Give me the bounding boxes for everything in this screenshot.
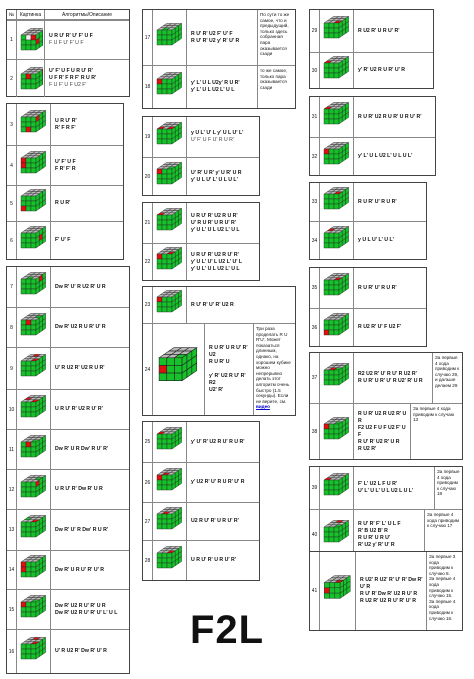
cube-image xyxy=(320,222,354,259)
cube-image xyxy=(17,222,51,259)
case-20 xyxy=(143,157,259,195)
cube-image xyxy=(17,430,51,469)
cube-image xyxy=(320,138,354,175)
note: За первые 4 хода приводим к случаю 29, и дальше делаем 29 xyxy=(432,353,462,403)
case-34 xyxy=(310,221,426,259)
case-number: 18 xyxy=(143,66,153,108)
cube-diagram xyxy=(324,363,349,385)
case-number: 40 xyxy=(310,510,320,560)
case-35 xyxy=(310,268,426,308)
algorithm: U R U' R' U2 R U' R' xyxy=(55,406,103,412)
algorithm-alt: y' R' U2 R U' R' R2 U2' R' xyxy=(209,373,246,393)
algorithm: U R U' R' U2 R U R' U' R U R' U R U' R' y' U L' U L U2 L' U L xyxy=(191,212,240,233)
cube-image xyxy=(17,630,51,673)
cube-diagram xyxy=(159,347,197,380)
cube-image xyxy=(153,66,187,108)
algorithm: y' R' U2 R U R' U' R xyxy=(358,67,406,73)
cube-image xyxy=(320,467,354,509)
case-number: 24 xyxy=(143,324,153,415)
cube-diagram xyxy=(324,16,349,38)
case-4 xyxy=(7,145,123,185)
cube-diagram xyxy=(324,142,349,164)
case-number: 32 xyxy=(310,138,320,175)
algorithm: U' R' U R' y' U R' U R y' U L U' L' U L U L' xyxy=(191,169,242,183)
note: За первые 4 хода приводим к случаю 18 xyxy=(434,467,462,509)
cube-diagram xyxy=(21,395,46,417)
algorithm: U' R U2 R' U2 R U R' xyxy=(55,365,105,371)
case-number: 27 xyxy=(143,503,153,540)
case-36 xyxy=(310,308,426,346)
cube-diagram xyxy=(157,290,182,312)
case-14 xyxy=(7,550,129,589)
case-number: 22 xyxy=(143,244,153,280)
cube-image xyxy=(153,287,187,323)
case-number: 4 xyxy=(7,146,17,185)
cube-diagram xyxy=(157,427,182,449)
cube-image xyxy=(320,183,354,221)
cube-diagram xyxy=(21,28,43,50)
algorithm: y U L U' L' U L' xyxy=(358,237,394,243)
cube-diagram xyxy=(21,226,46,248)
note: По сути то же самое, что и предыдущий, только здесь собранная пара оказывается сзади xyxy=(257,10,295,65)
cube-diagram xyxy=(21,67,43,89)
case-number: 25 xyxy=(143,422,153,462)
case-number: 17 xyxy=(143,10,153,65)
cube-image xyxy=(320,309,354,346)
cube-diagram xyxy=(21,354,46,376)
case-number: 9 xyxy=(7,348,17,389)
case-33 xyxy=(310,183,426,221)
case-28 xyxy=(143,540,259,580)
case-number: 28 xyxy=(143,541,153,580)
cube-image xyxy=(17,390,51,429)
cube-diagram xyxy=(157,546,182,568)
case-31 xyxy=(310,97,435,137)
panel-cases-37-38 xyxy=(309,352,463,460)
case-number: 35 xyxy=(310,268,320,308)
panel-cases-3-6 xyxy=(6,103,124,260)
cube-image xyxy=(17,590,51,629)
algorithm: Dw R' U R U' R' U' R xyxy=(55,566,105,573)
algorithm: U R U' R' U2 R U' R' y' U L' U' L U2 L' U' L y' U L' U L U2 L' U L xyxy=(191,251,243,272)
table-header xyxy=(7,10,129,20)
case-number: 16 xyxy=(7,630,17,673)
cube-diagram xyxy=(324,56,349,78)
panel-case-41 xyxy=(309,551,463,631)
note: то же самое, только пара оказывается сзади xyxy=(257,66,295,108)
cube-diagram xyxy=(157,468,182,490)
algorithm: U R U' R' Dw R' U R xyxy=(55,486,103,492)
cube-image xyxy=(17,104,51,145)
algorithm: R U R' U' R U R' xyxy=(358,284,397,291)
cube-image xyxy=(17,470,51,509)
case-number: 23 xyxy=(143,287,153,323)
case-11 xyxy=(7,429,129,469)
case-6 xyxy=(7,221,123,259)
case-number: 11 xyxy=(7,430,17,469)
case-number: 38 xyxy=(310,404,320,459)
cube-image xyxy=(17,308,51,347)
cube-image xyxy=(153,244,187,280)
cube-diagram xyxy=(21,595,46,617)
case-12 xyxy=(7,469,129,509)
cube-image xyxy=(320,10,354,52)
case-number: 41 xyxy=(310,552,320,630)
cube-image xyxy=(153,117,187,157)
cube-diagram xyxy=(324,473,349,495)
case-37 xyxy=(310,353,462,403)
case-number: 8 xyxy=(7,308,17,347)
panel-cases-33-34 xyxy=(309,182,427,260)
cube-image xyxy=(153,503,187,540)
cube-image xyxy=(320,53,354,88)
cube-image xyxy=(153,463,187,502)
case-number: 2 xyxy=(7,60,17,97)
cube-diagram xyxy=(324,576,350,599)
case-26 xyxy=(143,462,259,502)
cube-image xyxy=(17,348,51,389)
cube-image xyxy=(153,541,187,580)
panel-cases-19-20 xyxy=(142,116,260,196)
page-title: F2L xyxy=(190,608,265,652)
case-number: 13 xyxy=(7,510,17,550)
cube-diagram xyxy=(324,102,349,124)
algorithm: y U L' U' L y' U L U' L' xyxy=(191,130,244,136)
panel-cases-39-40 xyxy=(309,466,463,561)
case-number: 39 xyxy=(310,467,320,509)
algorithm: R U2 R' U' F U2 F' xyxy=(358,324,402,330)
note: За первые 4 хода приводим к случаю 13 xyxy=(410,404,462,459)
algorithm: U R U' R' U' F' U F xyxy=(49,33,93,39)
algorithm: Dw R' U R Dw' R U' R' xyxy=(55,446,109,452)
header-alg: Алгоритмы/Описание xyxy=(61,11,113,18)
cube-image xyxy=(17,21,45,59)
cube-image xyxy=(17,510,51,550)
cube-diagram xyxy=(157,162,182,184)
algorithm: y' L' U L U2y' R U R' y' L' U L U2 L' U L xyxy=(191,80,240,93)
cube-diagram xyxy=(324,520,349,542)
cube-diagram xyxy=(157,72,182,94)
case-17 xyxy=(143,10,295,65)
panel-cases-1-2 xyxy=(6,9,130,97)
case-7 xyxy=(7,267,129,307)
case-number: 36 xyxy=(310,309,320,346)
algorithm: U R U' R' U R U' R' xyxy=(191,557,236,563)
cube-image xyxy=(17,60,45,97)
case-3 xyxy=(7,104,123,145)
cube-diagram xyxy=(21,555,46,577)
case-25 xyxy=(143,422,259,462)
algorithm: R U R' xyxy=(55,200,71,206)
cube-diagram xyxy=(324,226,349,248)
cube-image xyxy=(153,422,187,462)
cube-diagram xyxy=(324,417,349,439)
case-24 xyxy=(143,323,295,415)
case-29 xyxy=(310,10,433,52)
algorithm: y' L' U L U2 L' U L U L' xyxy=(358,153,413,159)
algorithm: R2 U2 R' U' R U' R U2 R' R U R' U R' U' R U2' R' U R xyxy=(358,371,423,384)
case-8 xyxy=(7,307,129,347)
algorithm-alt: F U F U' F' U F xyxy=(49,40,84,46)
case-39 xyxy=(310,467,462,509)
case-23 xyxy=(143,287,295,323)
panel-cases-7-16 xyxy=(6,266,130,674)
cube-diagram xyxy=(324,273,349,295)
algorithm: U' F' U F F R' F' R xyxy=(55,158,76,172)
algorithm: R U2 R' U R U' R' xyxy=(358,27,400,34)
cube-diagram xyxy=(21,435,46,457)
cube-diagram xyxy=(21,313,46,335)
algorithm: Dw R' U' R U2 R' U R xyxy=(55,283,106,290)
case-number: 6 xyxy=(7,222,17,259)
case-number: 5 xyxy=(7,186,17,221)
algorithm: R U' R' F' L' U L F R' B U2 B' R R U R' U R U' R' U2 y' R' U' R xyxy=(358,521,401,548)
cube-image xyxy=(153,158,187,195)
cube-image xyxy=(17,146,51,185)
case-number: 30 xyxy=(310,53,320,88)
cube-diagram xyxy=(324,313,349,335)
cube-diagram xyxy=(21,475,46,497)
cube-image xyxy=(17,267,51,307)
algorithm: R U R' U' R U R' xyxy=(358,198,397,205)
header-pic: Картинка xyxy=(17,10,45,19)
note: За первые 4 хода приводим к случаю 17 xyxy=(424,510,462,560)
case-number: 14 xyxy=(7,551,17,589)
cube-diagram xyxy=(324,187,349,209)
algorithm: y' U2 R' U' R U R' U' R xyxy=(191,479,245,485)
panel-cases-29-30 xyxy=(309,9,434,89)
case-41 xyxy=(310,552,462,630)
cube-image xyxy=(153,203,187,243)
cube-diagram xyxy=(21,637,46,659)
case-5 xyxy=(7,185,123,221)
cube-diagram xyxy=(157,208,182,230)
case-number: 7 xyxy=(7,267,17,307)
case-number: 33 xyxy=(310,183,320,221)
note: За первые 3 хода приводим к случаю 8. За первые 4 хода приводим к случаю 15. За первые 4 хода приводим к случаю 16. xyxy=(426,552,462,630)
algorithm-alt: F U F' U F U2 F' xyxy=(49,82,87,88)
algorithm: R U2' R U2' R' U' R' Dw R' U' R R U' R' Dw R' U2 R U' R R U2 R' U2 R U' R' U' R xyxy=(360,577,423,604)
case-number: 19 xyxy=(143,117,153,157)
algorithm: F' L' U2 L F U R' U' L' U L' U L U2 L U L' xyxy=(358,481,414,494)
case-21 xyxy=(143,203,259,243)
case-16 xyxy=(7,629,129,673)
case-number: 20 xyxy=(143,158,153,195)
panel-cases-31-32 xyxy=(309,96,436,176)
algorithm: R U' R' U' R' U2 R xyxy=(191,301,234,308)
case-number: 1 xyxy=(7,21,17,59)
case-13 xyxy=(7,509,129,550)
cube-image xyxy=(17,186,51,221)
algorithm: U' F' U F U R U' R' U F R' F R F' R U R' xyxy=(49,68,97,81)
case-number: 10 xyxy=(7,390,17,429)
case-number: 26 xyxy=(143,463,153,502)
video-link[interactable]: видео xyxy=(256,404,270,410)
cube-image xyxy=(320,404,354,459)
case-27 xyxy=(143,502,259,540)
algorithm: R U R' U2 R U2 R' U R F2 U2 F U F U2 F' U F R U' R' U2 R' U R R U2 R' xyxy=(358,410,407,452)
cube-diagram xyxy=(21,272,46,294)
algorithm: U2 R U' R' U R U' R' xyxy=(191,518,239,524)
cube-image xyxy=(153,10,187,65)
case-number: 29 xyxy=(310,10,320,52)
case-2 xyxy=(7,59,129,97)
case-number: 15 xyxy=(7,590,17,629)
header-num: № xyxy=(7,10,17,19)
cube-diagram xyxy=(157,247,182,269)
algorithm: U' R U2 R' Dw R' U' R xyxy=(55,648,107,654)
algorithm: R U' R' U2 F' U' F R U' R' U2 y' R' U' R xyxy=(191,30,240,44)
case-19 xyxy=(143,117,259,157)
panel-cases-35-36 xyxy=(309,267,427,347)
case-number: 12 xyxy=(7,470,17,509)
case-15 xyxy=(7,589,129,629)
algorithm: Dw R' U2 R U R' U' R xyxy=(55,324,106,330)
cube-diagram xyxy=(21,189,46,211)
case-30 xyxy=(310,52,433,88)
cube-diagram xyxy=(21,515,46,537)
algorithm: Dw R' U' R Dw' R U R' xyxy=(55,526,109,533)
cube-image xyxy=(320,552,356,630)
cube-image xyxy=(320,268,354,308)
note: Три раза проделать R U R'U'. Может показаться длинным, однако, на хорошем кубике можно непрерывно делать этот алгоритм очень быстро (1.5 секунды). Если не верите, см. xyxy=(256,326,291,404)
panel-cases-23-24 xyxy=(142,286,296,416)
panel-cases-21-22 xyxy=(142,202,260,281)
case-number: 31 xyxy=(310,97,320,137)
panel-cases-25-28 xyxy=(142,421,260,581)
algorithm: Dw R' U2 R U' R' U R Dw R' U2 R U' R' U' L' U L xyxy=(55,602,118,616)
algorithm: F' U' F xyxy=(55,237,71,243)
algorithm: R U R' U R U' R' U2 R U R' U xyxy=(209,345,248,365)
case-32 xyxy=(310,137,435,175)
cube-image xyxy=(320,97,354,137)
algorithm: y' U' R' U2 R U' R U R' xyxy=(191,438,245,445)
algorithm-alt: U' F' U F U' R U R' xyxy=(191,137,234,143)
case-18 xyxy=(143,65,295,108)
cube-image xyxy=(153,324,205,415)
cube-diagram xyxy=(157,507,182,529)
cube-diagram xyxy=(21,110,46,132)
cube-image xyxy=(320,353,354,403)
case-number: 34 xyxy=(310,222,320,259)
cube-diagram xyxy=(21,151,46,173)
algorithm: R U R' U2 R U R' U R U' R' xyxy=(358,113,422,120)
case-number: 37 xyxy=(310,353,320,403)
case-number: 3 xyxy=(7,104,17,145)
case-9 xyxy=(7,347,129,389)
cube-image xyxy=(17,551,51,589)
algorithm: U R U' R' R' F R F' xyxy=(55,117,77,131)
case-number: 21 xyxy=(143,203,153,243)
case-38 xyxy=(310,403,462,459)
cube-diagram xyxy=(157,23,182,45)
case-1 xyxy=(7,20,129,59)
case-22 xyxy=(143,243,259,280)
case-10 xyxy=(7,389,129,429)
cube-diagram xyxy=(157,122,182,144)
panel-cases-17-18 xyxy=(142,9,296,109)
